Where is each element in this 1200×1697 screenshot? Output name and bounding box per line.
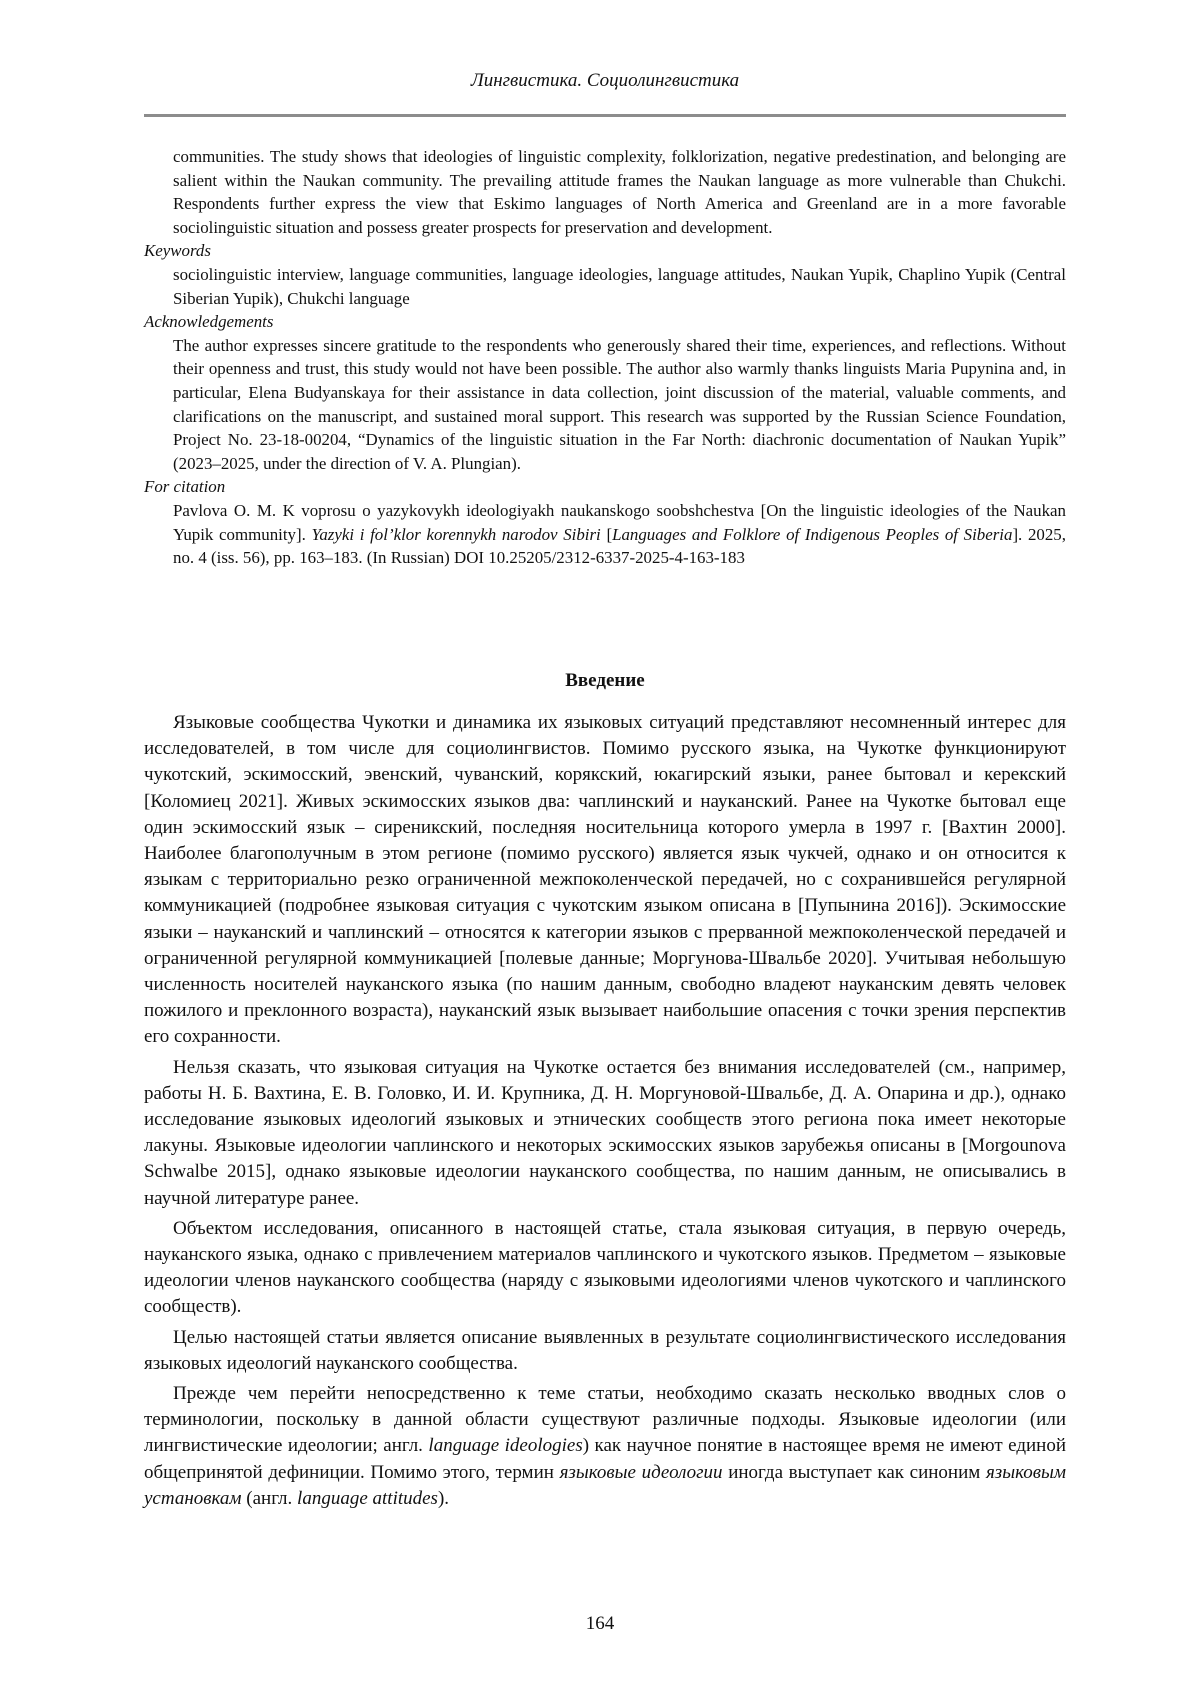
citation-journal-en: Languages and Folklore of Indigenous Peoples of Siberia bbox=[612, 524, 1013, 544]
p5-term-3: языковым установкам bbox=[144, 1461, 1066, 1509]
p5-text-b: ) как научное понятие в настоящее время не имеют единой общепринятой дефиниции. Помимо этого, термин bbox=[144, 1435, 1067, 1483]
p5-term-4: language attitudes bbox=[297, 1487, 438, 1509]
page-number: 164 bbox=[585, 1613, 615, 1634]
citation-label: For citation bbox=[144, 477, 226, 497]
acknowledgements-text: The author expresses sincere gratitude to the respondents who generously shared their time, experiences, and reflections. Without their openness and trust, this study would not have been possible. The author also warmly thanks linguists Maria Pupynina and, in particular, Elena Budyanskaya for their assistance in data collection, joint discussion of the material, valuable comments, and clarifications on the manuscript, and sustained moral support. This research was supported by the Russian Science Foundation, Project No. 23-18-00204, “Dynamics of the linguistic situation in the Far North: diachronic documentation of Naukan Yupik” (2023–2025, under the direction of V. A. Plungian). bbox=[173, 335, 1066, 473]
section-title: Введение bbox=[565, 670, 645, 691]
p5-text-a: Прежде чем перейти непосредственно к теме статьи, необходимо сказать несколько вводных слов о терминологии, поскольку в данной области существуют различные подходы. Языковые идеологии (или лингвистические идеологии; англ. bbox=[144, 1383, 1066, 1457]
header-divider bbox=[144, 114, 1066, 117]
running-header: Лингвистика. Социолингвистика bbox=[470, 70, 740, 91]
paragraph-2: Нельзя сказать, что языковая ситуация на Чукотке остается без внимания исследователей (см., например, работы Н. Б. Вахтина, Е. В. Головко, И. И. Крупника, Д. Н. Моргуновой-Швальбе, Д. А. Опарина и др.), однако исследование языковых идеологий языковых и этнических сообществ этого региона пока имеет некоторые лакуны. Языковые идеологии чаплинского и некоторых эскимосских языков зарубежья описаны в [Morgounova Schwalbe 2015], однако языковые идеологии науканского сообщества, по нашим данным, не описывались в научной литературе ранее. bbox=[144, 1056, 1066, 1209]
p5-term-2: языковые идеологии bbox=[559, 1461, 723, 1483]
keywords-text: sociolinguistic interview, language communities, language ideologies, language attitudes, Naukan Yupik, Chaplino Yupik (Central Siberian Yupik), Chukchi language bbox=[173, 264, 1066, 308]
citation-text bbox=[144, 499, 1066, 570]
p5-text-d: (англ. bbox=[241, 1487, 298, 1509]
citation-part-1: Pavlova O. M. K voprosu o yazykovykh ideologiyakh naukanskogo soobshchestva [On the linguistic ideologies of the Naukan Yupik community]. bbox=[173, 500, 1066, 544]
citation-part-3: ]. 2025, no. 4 (iss. 56), pp. 163–183. (In Russian) DOI 10.25205/2312-6337-2025-4-163-183 bbox=[173, 524, 1066, 568]
paragraph-1: Языковые сообщества Чукотки и динамика их языковых ситуаций представляют несомненный интерес для исследователей, в том числе для социолингвистов. Помимо русского языка, на Чукотке функционируют чукотский, эскимосский, эвенский, чуванский, корякский, юкагирский языки, ранее бытовал и керекский [Коломиец 2021]. Живых эскимосских языков два: чаплинский и науканский. Ранее на Чукотке бытовал еще один эскимосский язык – сиреникский, последняя носительница которого умерла в 1997 г. [Вахтин 2000]. Наиболее благополучным в этом регионе (помимо русского) является язык чукчей, однако и он относится к языкам с территориально резко ограниченной межпоколенческой передачей, но с сохранившейся регулярной коммуникацией (подробнее языковая ситуация с чукотским языком описана в [Пупынина 2016]). Эскимосские языки – науканский и чаплинский – относятся к категории языков с прерванной межпоколенческой передачей и ограниченной регулярной коммуникацией [полевые данные; Моргунова-Швальбе 2020]. Учитывая небольшую численность носителей науканского языка (по нашим данным, свободно владеют науканским девять человек пожилого и преклонного возраста), науканский язык вызывает наибольшие опасения с точки зрения перспектив его сохранности. bbox=[144, 712, 1066, 1048]
p5-term-1: language ideologies bbox=[428, 1435, 583, 1457]
paragraph-3: Объектом исследования, описанного в настоящей статье, стала языковая ситуация, в первую очередь, науканского языка, однако с привлечением материалов чаплинского и чукотского языков. Предметом – языковые идеологии членов науканского сообщества (наряду с языковыми идеологиями членов чукотского и чаплинского сообществ). bbox=[144, 1217, 1066, 1318]
citation-journal: Yazyki i fol’klor korennykh narodov Sibiri bbox=[311, 524, 601, 544]
keywords-label: Keywords bbox=[144, 241, 211, 261]
acknowledgements-label: Acknowledgements bbox=[144, 312, 274, 332]
p5-text-c: иногда выступает как синоним bbox=[722, 1461, 986, 1483]
p5-text-e: ). bbox=[437, 1487, 450, 1509]
citation-part-2: [ bbox=[606, 524, 613, 544]
article-metadata bbox=[144, 145, 1066, 570]
paragraph-5 bbox=[144, 1381, 1066, 1512]
introduction-body bbox=[144, 710, 1066, 1516]
paragraph-4: Целью настоящей статьи является описание выявленных в результате социолингвистического исследования языковых идеологий науканского сообщества. bbox=[144, 1326, 1066, 1374]
abstract-text: communities. The study shows that ideologies of linguistic complexity, folklorization, negative predestination, and belonging are salient within the Naukan community. The prevailing attitude frames the Naukan language as more vulnerable than Chukchi. Respondents further express the view that Eskimo languages of North America and Greenland are in a more favorable sociolinguistic situation and possess greater prospects for preservation and development. bbox=[173, 147, 1066, 237]
